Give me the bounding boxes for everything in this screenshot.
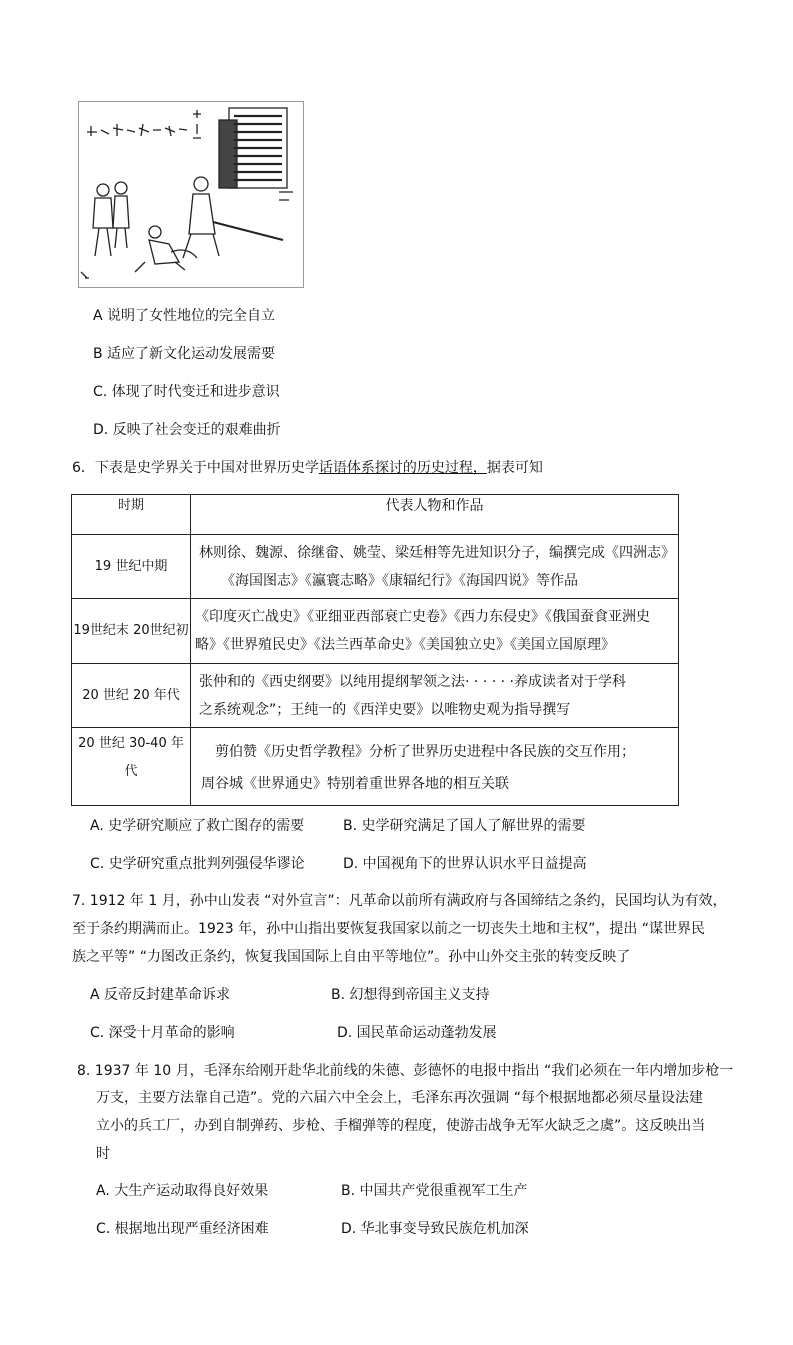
q5-option-c[interactable]: C. 体现了时代变迁和进步意识 (93, 384, 280, 400)
q5-option-d[interactable]: D. 反映了社会变迁的艰难曲折 (93, 422, 281, 438)
table-row (72, 728, 679, 806)
row-works-line: 周谷城《世界通史》特别着重世界各地的相互关联 (201, 775, 509, 792)
row-works-line: 之系统观念”；王纯一的《西洋史要》以唯物史观为指导撰写 (199, 701, 571, 718)
row-works-line: 略》《世界殖民史》《法兰西革命史》《美国独立史》《美国立国原理》 (195, 637, 615, 653)
header-period: 时期 (72, 495, 191, 535)
q6-history-table (71, 494, 679, 806)
row-period: 20 世纪 30-40 年代 (72, 728, 191, 806)
q7-option-a[interactable]: A 反帝反封建革命诉求 (90, 987, 231, 1003)
q5-option-b[interactable]: B 适应了新文化运动发展需要 (93, 346, 276, 362)
q8-stem-line: 时 (96, 1146, 110, 1162)
row-works-line: 《印度灭亡战史》《亚细亚西部衰亡史卷》《西力东侵史》《俄国蚕食亚洲史 (195, 609, 650, 625)
q6-option-c[interactable]: C. 史学研究重点批判列强侵华谬论 (90, 856, 305, 872)
table-row (72, 664, 679, 728)
cartoon-illustration (78, 101, 304, 288)
q6-option-a[interactable]: A. 史学研究顺应了救亡图存的需要 (90, 818, 305, 834)
row-works-line: 林则徐、魏源、徐继畲、姚莹、梁廷枏等先进知识分子，编撰完成《四洲志》 (199, 544, 675, 561)
row-works-line: 张仲和的《西史纲要》以纯用提纲挈领之法· · · · · ·养成读者对于学科 (199, 673, 626, 690)
q8-option-c[interactable]: C. 根据地出现严重经济困难 (96, 1221, 269, 1237)
q7-stem-line: 至于条约期满而止。1923 年，孙中山指出要恢复我国家以前之一切丧失土地和主权”，提出 “谋世界民 (72, 921, 706, 937)
q8-option-a[interactable]: A. 大生产运动取得良好效果 (96, 1183, 269, 1199)
q6-option-d[interactable]: D. 中国视角下的世界认识水平日益提高 (343, 856, 587, 872)
row-works (191, 728, 679, 806)
row-period: 20 世纪 20 年代 (72, 664, 191, 728)
q7-stem-line: 族之平等” “力图改正条约，恢复我国国际上自由平等地位”。孙中山外交主张的转变反映了 (72, 949, 631, 965)
q6-stem (72, 458, 543, 478)
table-row (72, 535, 679, 599)
q7-option-c[interactable]: C. 深受十月革命的影响 (90, 1025, 235, 1041)
q6-stem-suffix: 据表可知 (486, 460, 543, 476)
q8-option-d[interactable]: D. 华北事变导致民族危机加深 (341, 1221, 529, 1237)
row-works (191, 599, 679, 664)
q6-stem-prefix: 6．下表是史学界关于中国对世界历史学 (72, 460, 319, 476)
q8-stem-line: 8. 1937 年 10 月，毛泽东给刚开赴华北前线的朱德、彭德怀的电报中指出 “我们必须在一年内增加步枪一 (77, 1063, 734, 1079)
row-period: 19世纪末 20世纪初 (72, 599, 191, 664)
row-period: 19 世纪中期 (72, 535, 191, 599)
cartoon-drawing (79, 102, 303, 287)
table-row (72, 599, 679, 664)
q8-stem-line: 立小的兵工厂，办到自制弹药、步枪、手榴弹等的程度，使游击战争无军火缺乏之虞”。这反映出当 (96, 1118, 706, 1134)
header-works: 代表人物和作品 (191, 495, 679, 535)
row-works (191, 664, 679, 728)
q6-stem-underlined: 话语体系探讨的历史过程， (318, 460, 487, 476)
row-works-line: 《海国图志》《瀛寰志略》《康辐纪行》《海国四说》等作品 (221, 572, 578, 589)
q7-stem-line: 7. 1912 年 1 月，孙中山发表 “对外宣言”：凡革命以前所有满政府与各国缔结之条约，民国均认为有效， (72, 893, 727, 909)
row-works-line: 剪伯赞《历史哲学教程》分析了世界历史进程中各民族的交互作用； (215, 743, 635, 760)
q5-option-a[interactable]: A 说明了女性地位的完全自立 (93, 308, 276, 324)
row-works (191, 535, 679, 599)
q8-stem-line: 万支，主要方法靠自己造”。党的六届六中全会上，毛泽东再次强调 “每个根据地都必须尽量设法建 (96, 1090, 703, 1106)
q8-option-b[interactable]: B. 中国共产党很重视军工生产 (341, 1183, 528, 1199)
q7-option-b[interactable]: B. 幻想得到帝国主义支持 (331, 987, 490, 1003)
table-header-row (72, 495, 679, 535)
q7-option-d[interactable]: D. 国民革命运动蓬勃发展 (337, 1025, 497, 1041)
q6-option-b[interactable]: B. 史学研究满足了国人了解世界的需要 (343, 818, 586, 834)
